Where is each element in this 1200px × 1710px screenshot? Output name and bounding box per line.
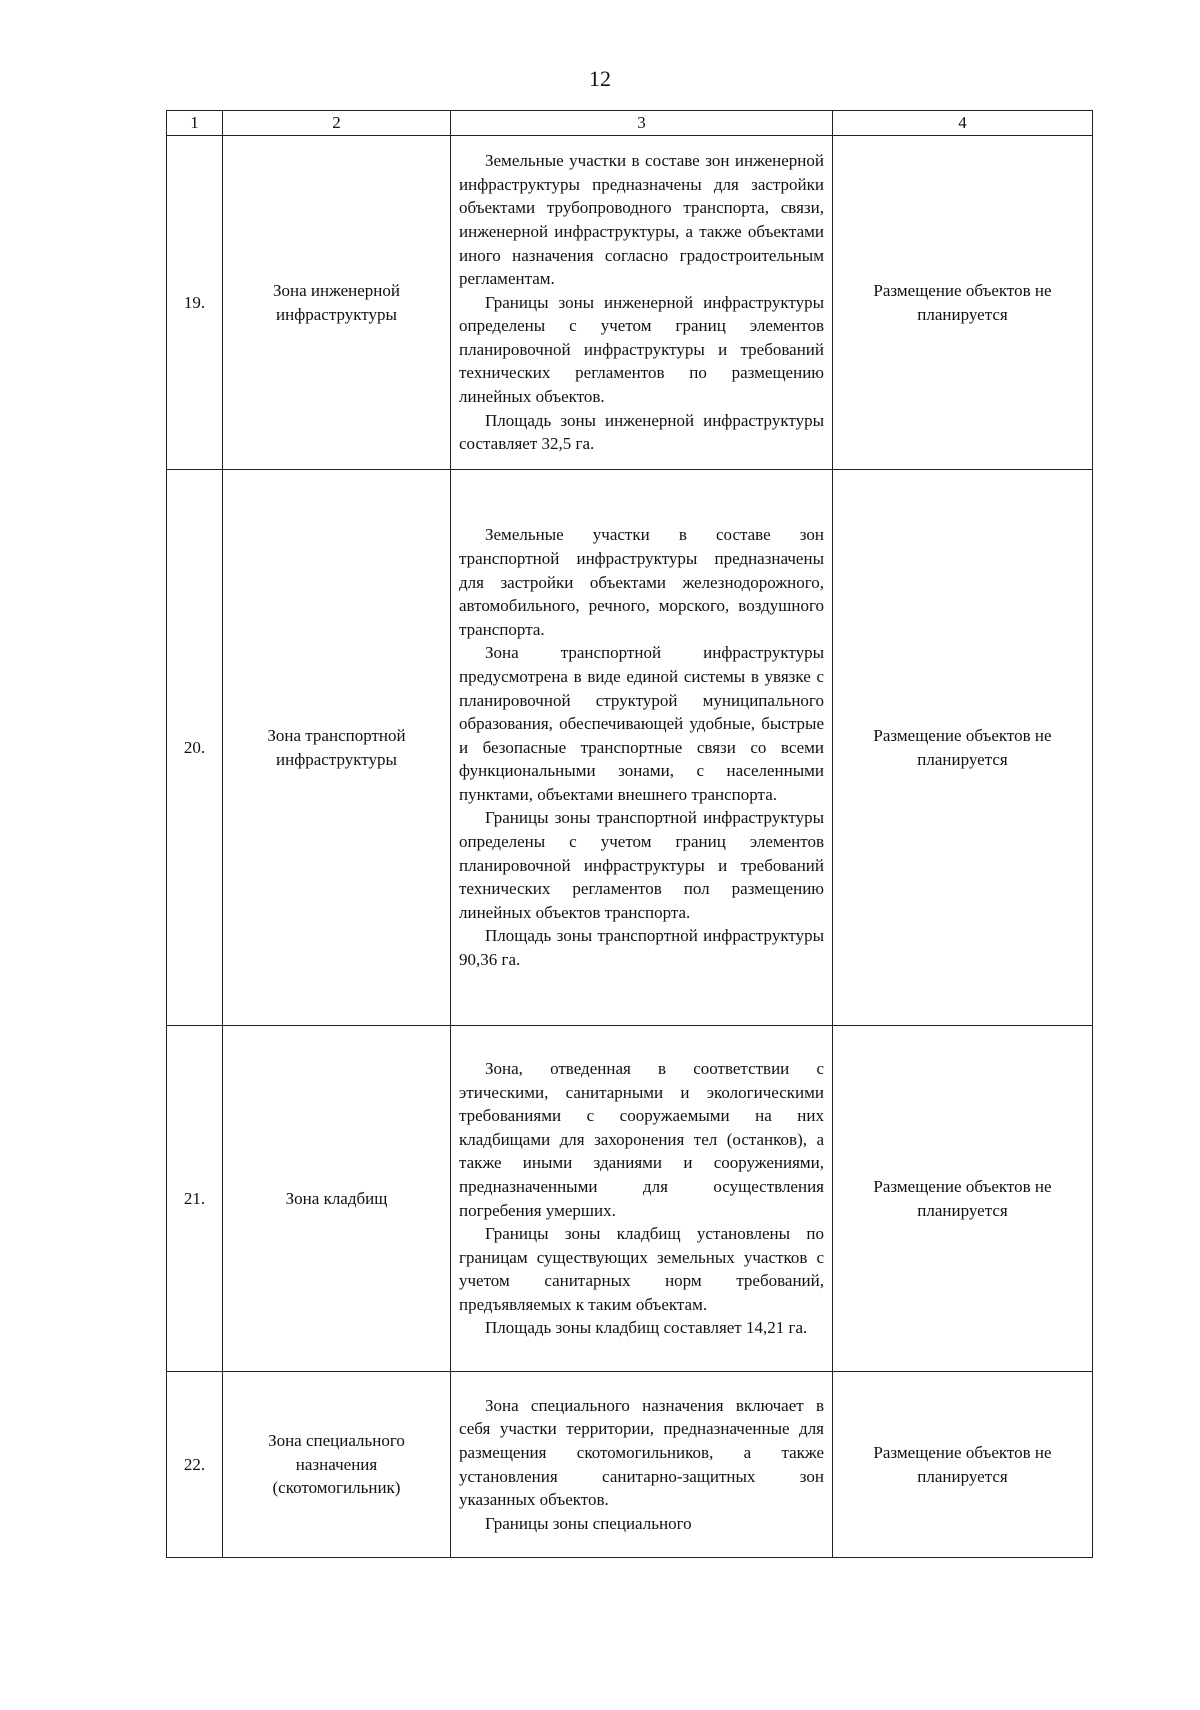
- header-col-4: 4: [833, 111, 1093, 136]
- planning-status: Размещение объектов не планируется: [833, 136, 1093, 470]
- row-number: 20.: [167, 470, 223, 1026]
- description-paragraph: Границы зоны инженерной инфраструктуры определены с учетом границ элементов планировочной инфраструктуры и требований технических регламентов по размещению линейных объектов.: [459, 292, 824, 407]
- description-paragraph: Площадь зоны инженерной инфраструктуры составляет 32,5 га.: [459, 410, 824, 454]
- page-number: 12: [589, 66, 611, 91]
- description-paragraph: Площадь зоны транспортной инфраструктуры 90,36 га.: [459, 926, 824, 970]
- zone-name: Зона кладбищ: [223, 1026, 451, 1372]
- table-header-row: [167, 111, 1093, 136]
- description-paragraph: Зона транспортной инфраструктуры предусмотрена в виде единой системы в увязке с планировочной структурой муниципального образования, обеспечивающей удобные, быстрые и безопасные транспортные связи со всеми функциональными зонами, с населенными пунктами, объектами внешнего транспорта.: [459, 643, 824, 804]
- planning-status: Размещение объектов не планируется: [833, 470, 1093, 1026]
- planning-status: Размещение объектов не планируется: [833, 1372, 1093, 1558]
- zone-description: [451, 1372, 833, 1558]
- zones-table: [166, 110, 1093, 1558]
- table-row: [167, 1026, 1093, 1372]
- description-paragraph: Границы зоны кладбищ установлены по границам существующих земельных участков с учетом санитарных норм требований, предъявляемых к таким объектам.: [459, 1224, 824, 1314]
- zone-description: [451, 1026, 833, 1372]
- header-col-3: 3: [451, 111, 833, 136]
- planning-status: Размещение объектов не планируется: [833, 1026, 1093, 1372]
- description-paragraph: Границы зоны специального: [485, 1513, 692, 1533]
- description-paragraph: Площадь зоны кладбищ составляет 14,21 га.: [485, 1318, 808, 1338]
- row-number: 21.: [167, 1026, 223, 1372]
- description-paragraph: Зона специального назначения включает в себя участки территории, предназначенные для размещения скотомогильников, а также установления санитарно-защитных зон указанных объектов.: [459, 1395, 824, 1510]
- zone-name: Зона инженерной инфраструктуры: [223, 136, 451, 470]
- description-paragraph: Границы зоны транспортной инфраструктуры определены с учетом границ элементов планировочной инфраструктуры и требований технических регламентов пол размещению линейных объектов транспорта.: [459, 808, 824, 922]
- table-row: [167, 1372, 1093, 1558]
- zone-name: Зона транспортной инфраструктуры: [223, 470, 451, 1026]
- description-paragraph: Зона, отведенная в соответствии с этическими, санитарными и экологическими требованиями с сооружаемыми на них кладбищами для захоронения тел (останков), а также иными зданиями и сооружениями, предназначенными для осуществления погребения умерших.: [459, 1058, 824, 1220]
- table-row: [167, 136, 1093, 470]
- description-paragraph: Земельные участки в составе зон транспортной инфраструктуры предназначены для застройки объектами железнодорожного, автомобильного, речного, морского, воздушного транспорта.: [459, 525, 824, 639]
- zone-description: [451, 136, 833, 470]
- header-col-2: 2: [223, 111, 451, 136]
- description-paragraph: Земельные участки в составе зон инженерной инфраструктуры предназначены для застройки объектами трубопроводного транспорта, связи, инженерной инфраструктуры, а также объектами иного назначения согласно градостроительным регламентам.: [459, 151, 824, 289]
- row-number: 19.: [167, 136, 223, 470]
- zone-description: [451, 470, 833, 1026]
- row-number: 22.: [167, 1372, 223, 1558]
- table-row: [167, 470, 1093, 1026]
- zone-name: Зона специального назначения (скотомогильник): [223, 1372, 451, 1558]
- header-col-1: 1: [167, 111, 223, 136]
